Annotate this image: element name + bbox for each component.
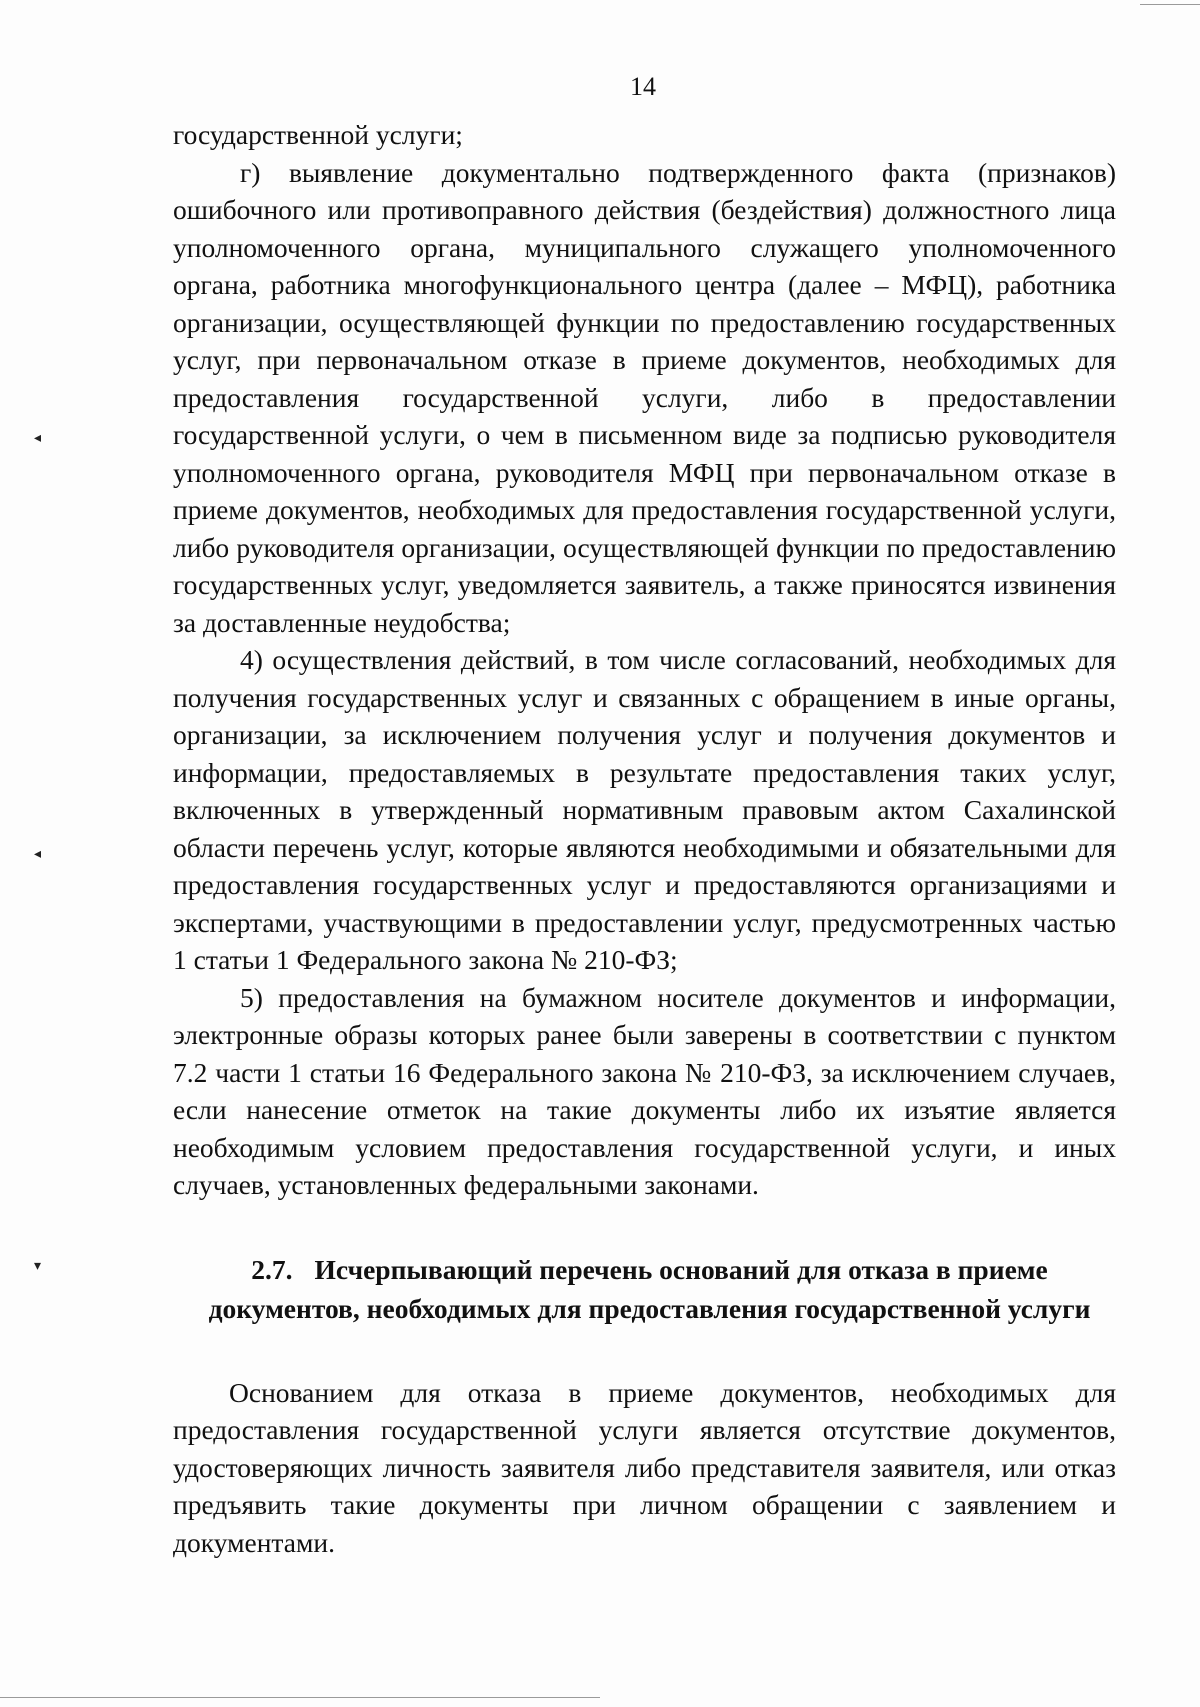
document-body [173, 116, 1116, 1561]
paragraph-item-5: 5) предоставления на бумажном носителе документов и информации, электронные образы которых ранее были заверены в соответствии с пунктом 7.2 части 1 статьи 16 Федерального закона № 210-ФЗ, за исключением случаев, если нанесение отметок на такие документы либо их изъятие является необходимым условием предоставления государственной услуги, и иных случаев, установленных федеральными законами. [173, 981, 1116, 1200]
paragraph-continuation: государственной услуги; [173, 119, 463, 150]
paragraph-item-4: 4) осуществления действий, в том числе согласований, необходимых для получения государственных услуг и связанных с обращением в иные органы, организации, за исключением получения услуг и получения документов и информации, предоставляемых в результате предоставления таких услуг, включенных в утвержденный нормативным правовым актом Сахалинской области перечень услуг, которые являются необходимыми и обязательными для предоставления государственных услуг и предоставляются организациями и экспертами, участвующими в предоставлении услуг, предусмотренных частью 1 статьи 1 Федерального закона № 210-ФЗ; [173, 644, 1116, 975]
paragraph-refusal-grounds: Основанием для отказа в приеме документов, необходимых для предоставления государственной услуги является отсутствие документов, удостоверяющих личность заявителя либо представителя заявителя, или отказ предъявить такие документы при личном обращении с заявлением и документами. [173, 1376, 1116, 1558]
paragraph-item-g: г) выявление документально подтвержденного факта (признаков) ошибочного или противоправного действия (бездействия) должностного лица уполномоченного органа, муниципального служащего уполномоченного органа, работника многофункционального центра (далее – МФЦ), работника организации, осуществляющей функции по предоставлению государственных услуг, при первоначальном отказе в приеме документов, необходимых для предоставления государственной услуги, либо в предоставлении государственной услуги, о чем в письменном виде за подписью руководителя уполномоченного органа, руководителя МФЦ при первоначальном отказе в приеме документов, необходимых для предоставления государственной услуги, либо руководителя организации, осуществляющей функции по предоставлению государственных услуг, уведомляется заявитель, а также приносятся извинения за доставленные неудобства; [173, 156, 1116, 638]
page-number: 14 [630, 72, 656, 101]
margin-arrow-mark-icon: ◂ [34, 846, 42, 862]
margin-arrow-mark-icon: ▾ [34, 1258, 42, 1274]
margin-arrow-mark-icon: ◂ [34, 430, 42, 446]
section-title: Исчерпывающий перечень оснований для отказа в приеме документов, необходимых для предоставления государственной услуги [208, 1253, 1091, 1324]
scan-edge-line-top [1140, 4, 1200, 5]
scan-edge-line-bottom [0, 1697, 600, 1698]
section-number: 2.7. [251, 1253, 293, 1285]
section-heading [173, 1250, 1116, 1328]
